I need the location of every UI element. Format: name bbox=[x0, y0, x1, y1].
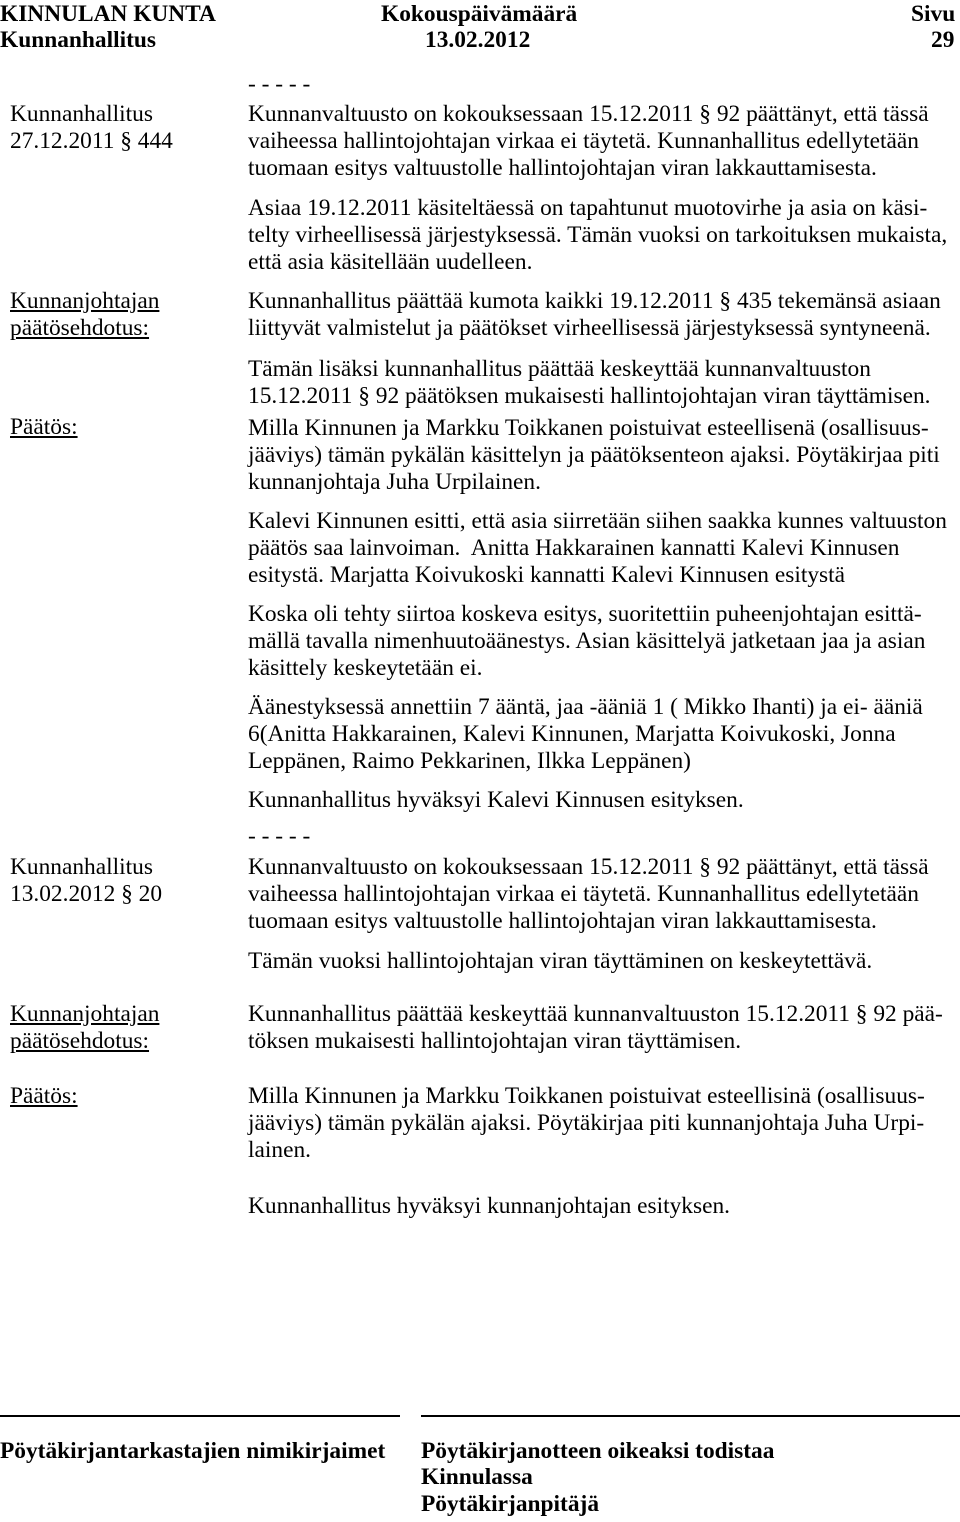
text-line: vaiheessa hallintojohtajan virkaa ei täytetä. Kunnanhallitus edellytetään bbox=[248, 880, 919, 907]
paragraph-proposal-2 bbox=[248, 1001, 943, 1055]
text-line: tuomaan esitys valtuustolle hallintojohtajan viran lakkauttamisesta. bbox=[248, 154, 877, 181]
text-line: Asiaa 19.12.2011 käsiteltäessä on tapahtunut muotovirhe ja asia on käsi- bbox=[248, 195, 928, 221]
text-line: Kunnanhallitus päättää keskeyttää kunnanvaltuuston 15.12.2011 § 92 pää- bbox=[248, 1001, 943, 1027]
section-label-previous-meeting bbox=[10, 101, 173, 155]
separator-dashes bbox=[248, 823, 310, 850]
text-line: - - - - - bbox=[248, 823, 311, 849]
proposal-label-line: Kunnanjohtajan bbox=[10, 288, 160, 314]
page-label: Sivu bbox=[911, 0, 956, 27]
section-label-current-meeting bbox=[10, 854, 162, 908]
footer-rule-left bbox=[0, 1415, 400, 1417]
text-line: Milla Kinnunen ja Markku Toikkanen poistuivat esteellisinä (osallisuus- bbox=[248, 1083, 925, 1109]
proposal-label-line: Kunnanjohtajan bbox=[10, 1001, 160, 1027]
page-number: 29 bbox=[931, 26, 955, 53]
text-line: mällä tavalla nimenhuutoäänestys. Asian käsittelyä jatketaan jaa ja asian bbox=[248, 627, 926, 654]
text-line: Kunnanhallitus päättää kumota kaikki 19.12.2011 § 435 tekemänsä asiaan bbox=[248, 288, 941, 314]
decision-label: Päätös: bbox=[10, 414, 78, 440]
text-line: telty virheellisessä järjestyksessä. Tämän vuoksi on tarkoituksen mukaista, bbox=[248, 221, 948, 248]
text-line: töksen mukaisesti hallintojohtajan viran täyttämisen. bbox=[248, 1027, 742, 1054]
text-line: päätös saa lainvoiman. Anitta Hakkarainen kannatti Kalevi Kinnusen bbox=[248, 534, 900, 561]
paragraph-council-decision bbox=[248, 101, 929, 181]
text-line: käsittely keskeytetään ei. bbox=[248, 654, 483, 681]
footer-rule-right bbox=[421, 1415, 960, 1417]
text-line: liittyvät valmistelut ja päätökset virheellisessä järjestyksessä syntyneenä. bbox=[248, 314, 931, 341]
paragraph-proposal bbox=[248, 288, 941, 342]
proposal-label-line: päätösehdotus: bbox=[10, 1027, 150, 1054]
text-line: Kalevi Kinnunen esitti, että asia siirretään siihen saakka kunnes valtuuston bbox=[248, 508, 947, 534]
paragraph-decision-approved-2 bbox=[248, 1193, 730, 1220]
meeting-reference: 27.12.2011 § 444 bbox=[10, 127, 173, 154]
text-line: vaiheessa hallintojohtajan virkaa ei täytetä. Kunnanhallitus edellytetään bbox=[248, 127, 919, 154]
section-label-proposal bbox=[10, 288, 159, 342]
text-line: lainen. bbox=[248, 1136, 311, 1163]
separator-dashes bbox=[248, 71, 310, 98]
paragraph-council-decision-2 bbox=[248, 854, 929, 934]
paragraph-disqualification-2 bbox=[248, 1083, 925, 1163]
secretary-role: Pöytäkirjanpitäjä bbox=[421, 1491, 600, 1518]
paragraph-decision-approved bbox=[248, 787, 744, 814]
text-line: Kunnanvaltuusto on kokouksessaan 15.12.2011 § 92 päättänyt, että tässä bbox=[248, 854, 929, 880]
proposal-label-line: päätösehdotus: bbox=[10, 314, 150, 341]
text-line: Kunnanvaltuusto on kokouksessaan 15.12.2011 § 92 päättänyt, että tässä bbox=[248, 101, 929, 127]
text-line: Tämän lisäksi kunnanhallitus päättää keskeyttää kunnanvaltuuston bbox=[248, 356, 871, 382]
text-line: Tämän vuoksi hallintojohtajan viran täyttäminen on keskeytettävä. bbox=[248, 948, 873, 974]
meeting-organ: Kunnanhallitus bbox=[10, 101, 153, 127]
text-line: esitystä. Marjatta Koivukoski kannatti Kalevi Kinnusen esitystä bbox=[248, 561, 845, 588]
text-line: - - - - - bbox=[248, 71, 311, 97]
text-line: Kunnanhallitus hyväksyi Kalevi Kinnusen esityksen. bbox=[248, 787, 744, 813]
section-label-decision bbox=[10, 414, 78, 441]
text-line: 15.12.2011 § 92 päätöksen mukaisesti hallintojohtajan viran täyttämisen. bbox=[248, 382, 931, 409]
decision-label: Päätös: bbox=[10, 1083, 78, 1109]
paragraph-procedural-error bbox=[248, 195, 947, 275]
text-line: Leppänen, Raimo Pekkarinen, Ilkka Leppänen) bbox=[248, 747, 691, 774]
paragraph-proposal-addition bbox=[248, 356, 931, 410]
certification-block bbox=[421, 1438, 774, 1518]
meeting-date-label: Kokouspäivämäärä bbox=[381, 0, 578, 27]
text-line: Äänestyksessä annettiin 7 ääntä, jaa -ääniä 1 ( Mikko Ihanti) ja ei- ääniä bbox=[248, 694, 923, 720]
paragraph-counter-proposal bbox=[248, 508, 947, 588]
paragraph-vote-result bbox=[248, 694, 923, 774]
certified-label: Pöytäkirjanotteen oikeaksi todistaa bbox=[421, 1437, 775, 1464]
section-label-proposal-2 bbox=[10, 1001, 159, 1055]
text-line: jääviys) tämän pykälän ajaksi. Pöytäkirjaa piti kunnanjohtaja Juha Urpi- bbox=[248, 1109, 925, 1136]
paragraph-suspension-reason bbox=[248, 948, 872, 975]
text-line: kunnanjohtaja Juha Urpilainen. bbox=[248, 468, 541, 495]
paragraph-vote-procedure bbox=[248, 601, 925, 681]
text-line: Koska oli tehty siirtoa koskeva esitys, suoritettiin puheenjohtajan esittä- bbox=[248, 601, 922, 627]
text-line: jääviys) tämän pykälän käsittelyn ja päätöksenteon ajaksi. Pöytäkirjaa piti bbox=[248, 441, 940, 468]
certification-place: Kinnulassa bbox=[421, 1464, 533, 1491]
meeting-date: 13.02.2012 bbox=[425, 26, 531, 53]
meeting-organ: Kunnanhallitus bbox=[10, 854, 153, 880]
section-label-decision-2 bbox=[10, 1083, 78, 1110]
text-line: Kunnanhallitus hyväksyi kunnanjohtajan esityksen. bbox=[248, 1193, 731, 1219]
text-line: 6(Anitta Hakkarainen, Kalevi Kinnunen, Marjatta Koivukoski, Jonna bbox=[248, 720, 896, 747]
municipality-name: KINNULAN KUNTA bbox=[0, 0, 216, 27]
organ-name: Kunnanhallitus bbox=[0, 26, 157, 53]
text-line: että asia käsitellään uudelleen. bbox=[248, 248, 533, 275]
text-line: tuomaan esitys valtuustolle hallintojohtajan viran lakkauttamisesta. bbox=[248, 907, 877, 934]
reviewers-initials-label: Pöytäkirjantarkastajien nimikirjaimet bbox=[0, 1437, 386, 1464]
meeting-reference: 13.02.2012 § 20 bbox=[10, 880, 163, 907]
text-line: Milla Kinnunen ja Markku Toikkanen poistuivat esteellisenä (osallisuus- bbox=[248, 415, 929, 441]
paragraph-disqualification bbox=[248, 415, 940, 495]
